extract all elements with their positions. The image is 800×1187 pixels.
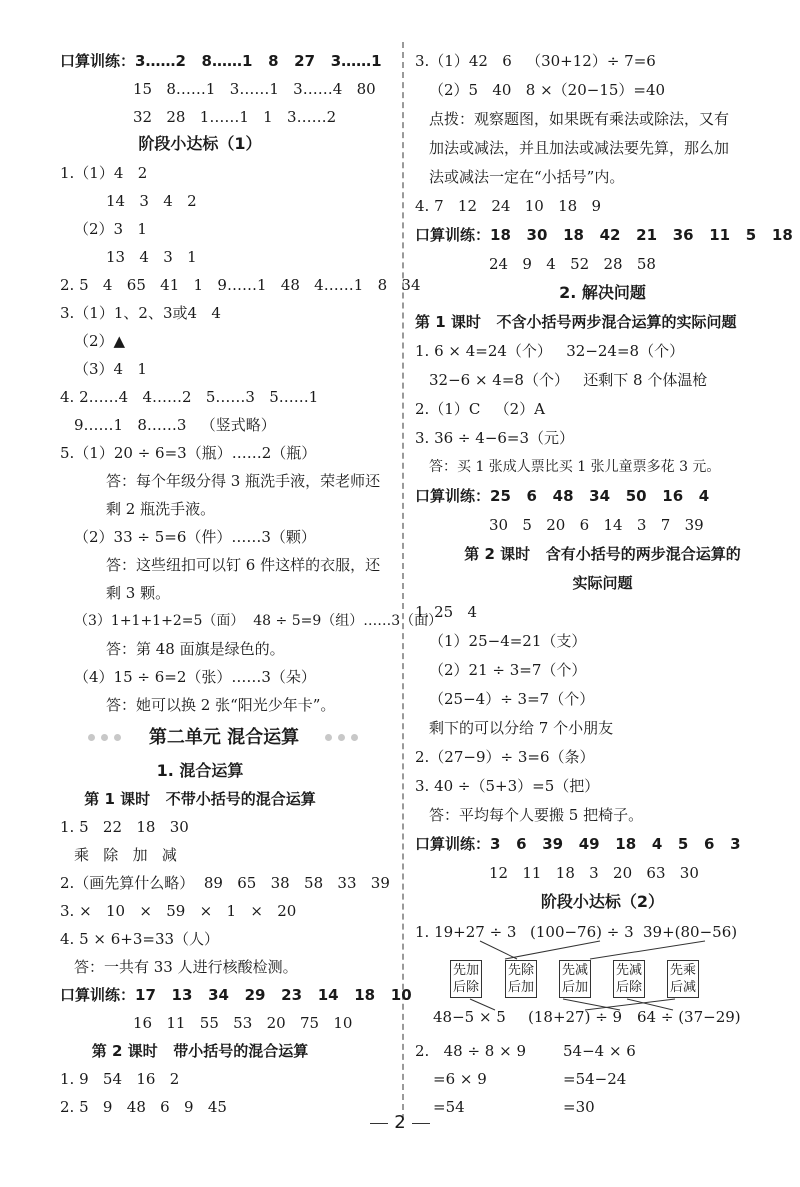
answer-line: 剩下的可以分给 7 个小朋友	[429, 719, 614, 737]
oral-practice-line: 口算训练：3……2 8……1 8 27 3……1	[60, 52, 382, 70]
oral-practice-line: 口算训练：18 30 18 42 21 36 11 5 18	[415, 226, 793, 244]
answer-line: 答：每个年级分得 3 瓶洗手液，荣老师还	[106, 472, 381, 490]
answer-line: 14 3 4 2	[106, 192, 197, 210]
answer-line: 12 11 18 3 20 63 30	[489, 864, 699, 882]
answer-line: 3.（1）1、2、3或4 4	[60, 304, 221, 322]
match-expression: (100−76) ÷ 3	[530, 923, 634, 941]
unit-title-banner	[88, 725, 358, 751]
method-box-label: 先减 后除	[615, 963, 642, 995]
method-box	[450, 960, 482, 998]
section-heading: 1. 混合运算	[156, 761, 244, 780]
answer-line: （4）15 ÷ 6=2（张）……3（朵）	[74, 668, 316, 686]
answer-line: （1）25−4=21（支）	[429, 632, 587, 650]
calc-step: =54	[433, 1098, 465, 1116]
hint-line: 法或减法一定在“小括号”内。	[429, 168, 625, 186]
answer-line: （2）33 ÷ 5=6（件）……3（颗）	[74, 528, 316, 546]
answer-line: 剩 3 颗。	[106, 584, 171, 602]
answer-line: 5.（1）20 ÷ 6=3（瓶）……2（瓶）	[60, 444, 317, 462]
unit-title: 第二单元 混合运算	[148, 727, 300, 748]
method-box	[505, 960, 537, 998]
answer-line: 32 28 1……1 1 3……2	[133, 108, 337, 126]
answer-line: 15 8……1 3……1 3……4 80	[133, 80, 376, 98]
decor-dot	[88, 734, 95, 741]
match-expression: 48−5 × 5	[433, 1008, 506, 1026]
match-expression: 1. 19+27 ÷ 3	[415, 923, 517, 941]
oral-practice-line: 口算训练：3 6 39 49 18 4 5 6 3	[415, 835, 741, 853]
decor-dot	[338, 734, 345, 741]
page-number	[360, 1112, 440, 1133]
lesson-heading: 实际问题	[572, 574, 633, 592]
answer-line: （2）3 1	[74, 220, 147, 238]
match-line	[480, 941, 517, 959]
answer-line: 30 5 20 6 14 3 7 39	[489, 516, 704, 534]
match-expression: (18+27) ÷ 9	[528, 1008, 623, 1026]
match-line	[590, 941, 705, 959]
answer-line: （2）5 40 8 ×（20−15）=40	[429, 81, 666, 99]
oral-practice-line: 口算训练：25 6 48 34 50 16 4	[415, 487, 710, 505]
answer-line: 2. 5 9 48 6 9 45	[60, 1098, 227, 1116]
page-number-dash	[370, 1123, 388, 1124]
answer-line: 13 4 3 1	[106, 248, 197, 266]
answer-line: （2）21 ÷ 3=7（个）	[429, 661, 587, 679]
section-heading: 2. 解决问题	[559, 283, 646, 302]
method-box-label: 先减 后加	[561, 963, 588, 995]
answer-line: 1. 6 × 4=24（个） 32−24=8（个）	[415, 342, 685, 360]
answer-line: 3. 36 ÷ 4−6=3（元）	[415, 429, 575, 447]
answer-line: 3.（1）42 6 （30+12）÷ 7=6	[415, 52, 656, 70]
answer-line: 答：第 48 面旗是绿色的。	[106, 640, 285, 658]
answer-line: 2. 5 4 65 41 1 9……1 48 4……1 8 34	[60, 276, 421, 294]
answer-line: 24 9 4 52 28 58	[489, 255, 656, 273]
answer-line: （3）4 1	[74, 360, 147, 378]
section-heading: 阶段小达标（2）	[540, 892, 665, 911]
answer-line: 4. 5 × 6+3=33（人）	[60, 930, 220, 948]
answer-line: （3）1+1+1+2=5（面） 48 ÷ 5=9（组）……3（面）	[74, 613, 443, 629]
answer-line: 1. 25 4	[415, 603, 478, 621]
answer-line: 答：平均每个人要搬 5 把椅子。	[429, 806, 644, 824]
answer-line: 4. 2……4 4……2 5……3 5……1	[60, 388, 319, 406]
answer-line: （25−4）÷ 3=7（个）	[429, 690, 595, 708]
hint-line: 加法或减法，并且加法或减法要先算，那么加	[429, 139, 730, 157]
calc-step: =54−24	[563, 1070, 627, 1088]
calc-step: 2. 48 ÷ 8 × 9	[415, 1042, 526, 1060]
answer-line: 1.（1）4 2	[60, 164, 148, 182]
match-line	[505, 941, 600, 959]
answer-line: 2.（27−9）÷ 3=6（条）	[415, 748, 595, 766]
page-number-dash	[412, 1123, 430, 1124]
answer-line: 2.（1）C （2）A	[415, 400, 546, 418]
method-box	[613, 960, 645, 998]
calc-step: =30	[563, 1098, 595, 1116]
method-box-label: 先除 后加	[507, 963, 534, 995]
decor-dot	[351, 734, 358, 741]
lesson-heading: 第 1 课时 不带小括号的混合运算	[84, 790, 316, 808]
answer-line: 答：一共有 33 人进行核酸检测。	[74, 958, 298, 976]
method-box	[667, 960, 699, 998]
method-box-label: 先加 后除	[452, 963, 479, 995]
answer-line: 32−6 × 4=8（个） 还剩下 8 个体温枪	[429, 371, 708, 389]
page-number-value: 2	[394, 1112, 406, 1133]
hint-line: 点拨：观察题图，如果既有乘法或除法，又有	[429, 110, 730, 128]
method-box	[559, 960, 591, 998]
decor-dot	[114, 734, 121, 741]
answer-line: 3. × 10 × 59 × 1 × 20	[60, 902, 297, 920]
answer-line: 剩 2 瓶洗手液。	[106, 500, 216, 518]
calc-step: =6 × 9	[433, 1070, 487, 1088]
answer-line: 1. 9 54 16 2	[60, 1070, 180, 1088]
lesson-heading: 第 2 课时 含有小括号的两步混合运算的	[464, 545, 741, 563]
lesson-heading: 第 2 课时 带小括号的混合运算	[91, 1042, 309, 1060]
method-box-label: 先乘 后减	[669, 963, 696, 995]
calc-step: 54−4 × 6	[563, 1042, 636, 1060]
lesson-heading: 第 1 课时 不含小括号两步混合运算的实际问题	[415, 313, 737, 331]
oral-practice-line: 口算训练：17 13 34 29 23 14 18 10	[60, 986, 412, 1004]
answer-line: 1. 5 22 18 30	[60, 818, 189, 836]
decor-dot	[101, 734, 108, 741]
answer-line: 4. 7 12 24 10 18 9	[415, 197, 602, 215]
answer-line: 乘 除 加 减	[74, 846, 177, 864]
answer-line: （2）▲	[74, 332, 126, 350]
answer-line: 2.（画先算什么略） 89 65 38 58 33 39	[60, 874, 390, 892]
answer-line: 3. 40 ÷（5+3）=5（把）	[415, 777, 600, 795]
answer-line: 答：她可以换 2 张“阳光少年卡”。	[106, 696, 336, 714]
answer-line: 9……1 8……3 （竖式略）	[74, 416, 276, 434]
decor-dot	[325, 734, 332, 741]
section-heading: 阶段小达标（1）	[138, 134, 262, 153]
match-expression: 39+(80−56)	[643, 923, 738, 941]
column-divider	[402, 42, 404, 1120]
match-expression: 64 ÷ (37−29)	[637, 1008, 741, 1026]
answer-line: 答：这些纽扣可以钉 6 件这样的衣服，还	[106, 556, 381, 574]
answer-line: 16 11 55 53 20 75 10	[133, 1014, 353, 1032]
answer-line: 答：买 1 张成人票比买 1 张儿童票多花 3 元。	[429, 459, 721, 475]
